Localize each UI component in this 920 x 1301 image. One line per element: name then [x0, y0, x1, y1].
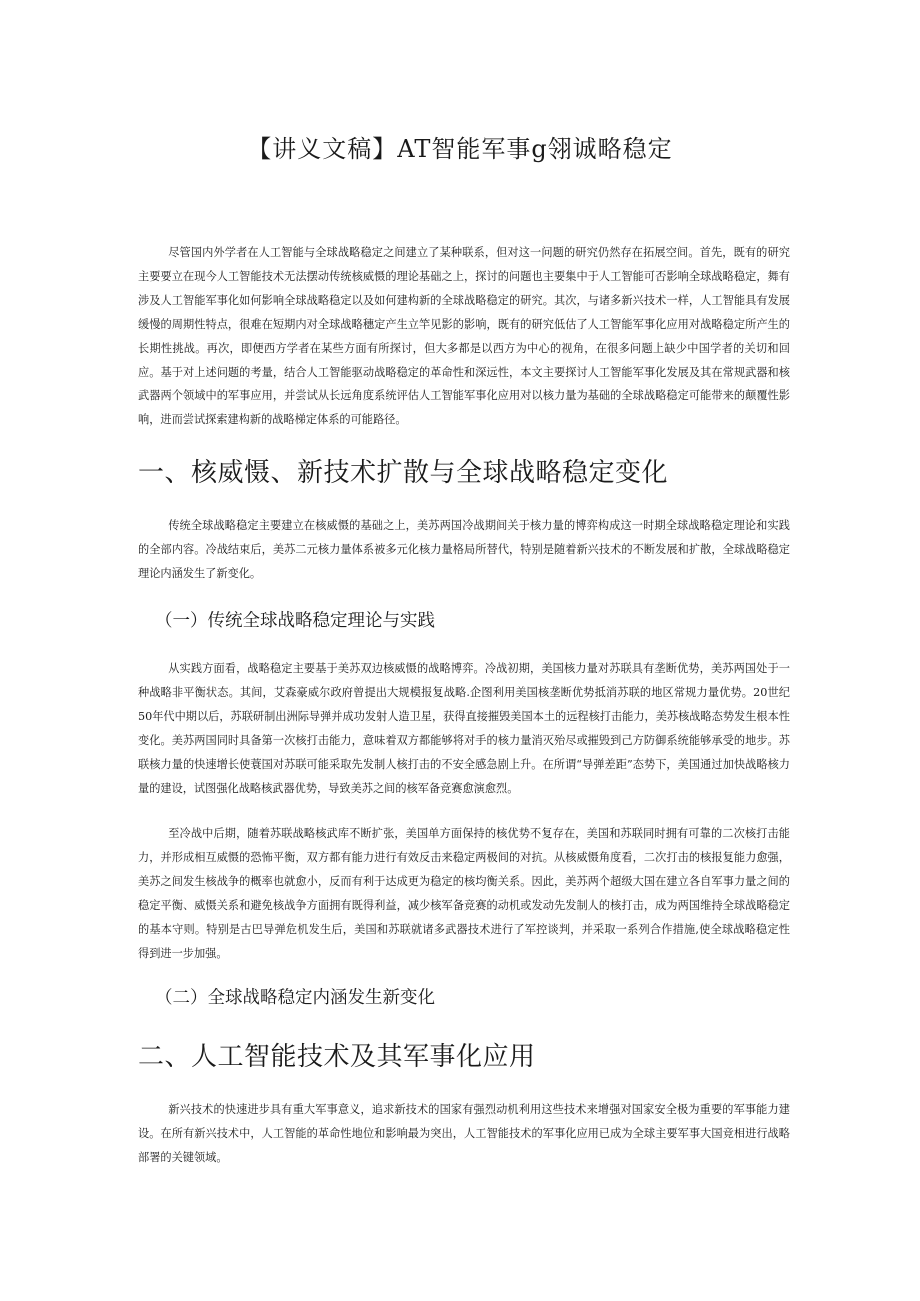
document-title: 【讲义文稿】AT智能军事g翎诚略稳定	[247, 135, 673, 163]
subsection-1-paragraph-2: 至冷战中后期，随着苏联战略核武库不断扩张，美国单方面保持的核优势不复存在，美国和苏联同时拥有可靠的二次核打击能力，并形成相互威慑的恐怖平衡，双方都有能力进行有效反击来稳定两极间的对抗。从核威慑角度看，二次打击的核报复能力愈强，美苏之间发生核战争的概率也就愈小，反而有利于达成更为稳定的核均衡关系。因此，美苏两个超级大国在建立各自军事力量之间的稳定平衡、威慑关系和避免核战争方面拥有既得利益，减少核军备竞赛的动机或发动先发制人的核打击，成为两国维持全球战略稳定的基本守则。特别是古巴导弹危机发生后，美国和苏联就诸多武器技术进行了军控谈判，并采取一系列合作措施,使全球战略稳定性得到进一步加强。	[138, 827, 790, 960]
subsection-2-heading: （二）全球战略稳定内涵发生新变化	[155, 988, 435, 1008]
section-2-intro-paragraph: 新兴技术的快速进步具有重大军事意义，追求新技术的国家有强烈动机利用这些技术来增强对国家安全极为重要的军事能力建设。在所有新兴技术中，人工智能的革命性地位和影响最为突出，人工智能技术的军事化应用已成为全球主要军事大国竞相进行战略部署的关键领域。	[138, 1103, 790, 1164]
section-1-intro-paragraph: 传统全球战略稳定主要建立在核威慑的基础之上，美苏两国冷战期间关于核力量的博弈构成这一时期全球战略稳定理论和实践的全部内容。冷战结束后，美苏二元核力量体系被多元化核力量格局所替代，特别是随着新兴技术的不断发展和扩散，全球战略稳定理论内涵发生了新变化。	[138, 519, 790, 580]
subsection-1-paragraph-1: 从实践方面看，战略稳定主要基于美苏双边核威慑的战略博弈。冷战初期，美国核力量对苏联具有垄断优势，美苏两国处于一种战略非平衡状态。其间，艾森豪威尔政府曾提出大规模报复战略.企图利用美国核垄断优势抵消苏联的地区常规力量优势。20世纪50年代中期以后，苏联研制出洲际导弹并成功发射人造卫星，获得直接摧毁美国本土的远程核打击能力，美苏核战略态势发生根本性变化。美苏两国同时具备第一次核打击能力，意味着双方都能够将对手的核力量消灭殆尽或摧毁到己方防御系统能够承受的地步。苏联核力量的快速增长使蓑国对苏联可能采取先发制人核打击的不安全感急剧上升。在所谓“导弹差距”态势下，美国通过加快战略核力量的建设，试图强化战略核武器优势，导致美苏之间的核军备竞赛愈演愈烈。	[138, 662, 790, 795]
intro-paragraph: 尽管国内外学者在人工智能与全球战略稳定之间建立了某种联系，但对这一问题的研究仍然存在拓展空间。首先，既有的研究主要要立在现今人工智能技术无法摆动传统核威慑的理论基础之上，探讨的问题也主要集中于人工智能可否影响全球战略稳定，舞有涉及人工智能军事化如何影响全球战略稳定以及如何建构新的全球战略稳定的研究。其次，与诸多新兴技术一样，人工智能具有发展缓慢的周期性特点，很难在短期内对全球战略穗定产生立竿见影的影响，既有的研究低估了人工智能军事化应用对战略稳定所产生的长期性挑战。再次，即便西方学者在某些方面有所探讨，但大多都是以西方为中心的视角，在很多问题上缺少中国学者的关切和回应。基于对上述问题的考量，结合人工智能驱动战略稳定的革命性和深远性，本文主要探讨人工智能军事化发展及其在常规武器和核武器两个领域中的军事应用，并尝试从长远角度系统评估人工智能军事化应用对以核力量为基础的全球战略稳定可能带来的颠覆性影响，进而尝试探索建构新的战略梯定体系的可能路径。	[138, 246, 790, 427]
section-1-heading: 一、核威慑、新技术扩散与全球战略稳定变化	[138, 458, 669, 488]
subsection-1-heading: （一）传统全球战略稳定理论与实践	[155, 611, 435, 631]
section-2-heading: 二、人工智能技术及其军事化应用	[138, 1042, 536, 1072]
